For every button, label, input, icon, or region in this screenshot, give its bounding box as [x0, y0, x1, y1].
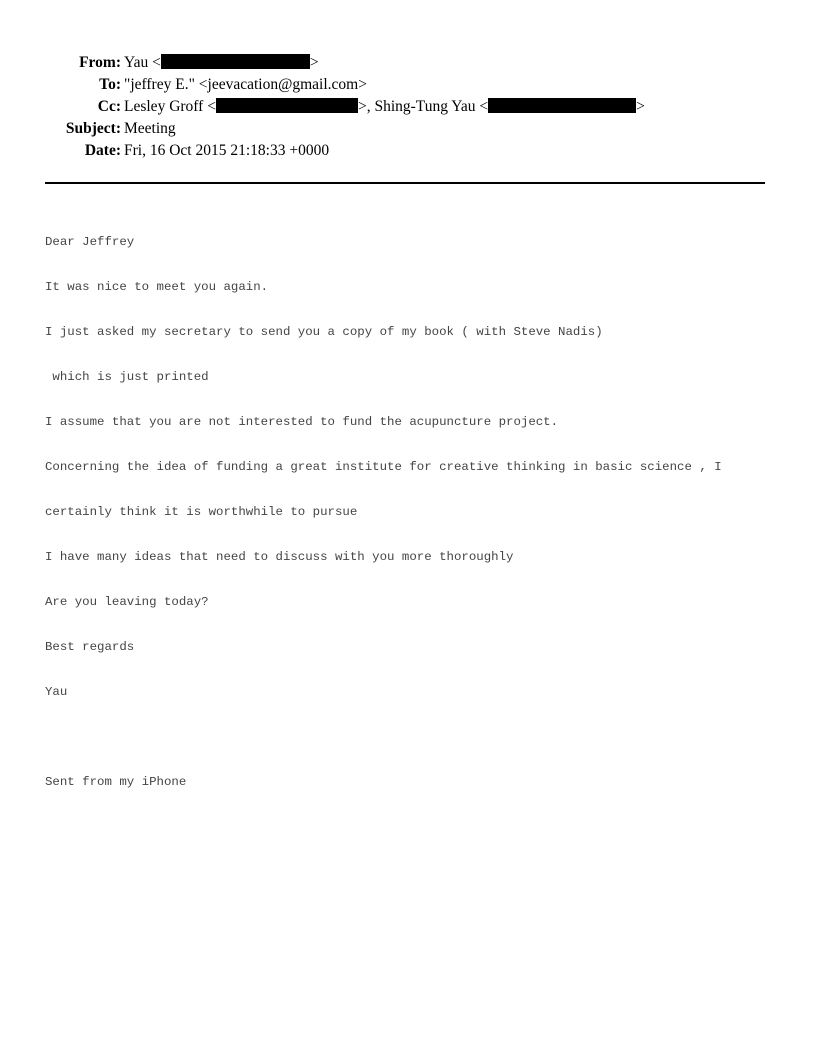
cc-label: Cc: [97, 98, 121, 115]
body-line: which is just printed [45, 370, 209, 384]
subject-label: Subject: [65, 120, 121, 137]
redacted-email [488, 98, 636, 113]
body-line: I have many ideas that need to discuss with you more thoroughly [45, 550, 514, 564]
subject-value: Meeting [124, 120, 176, 137]
body-line: Yau [45, 685, 68, 699]
cc-value [124, 96, 645, 118]
cc-separator: >, Shing-Tung Yau < [357, 98, 489, 115]
cc-name-1: Lesley Groff < [124, 98, 216, 115]
date-label: Date: [84, 142, 121, 159]
from-name: Yau < [124, 54, 161, 71]
body-line: Best regards [45, 640, 135, 654]
date-value: Fri, 16 Oct 2015 21:18:33 +0000 [124, 142, 330, 159]
redacted-email [216, 98, 358, 113]
cc-close: > [636, 98, 645, 115]
body-line: It was nice to meet you again. [45, 280, 269, 294]
body-line: Dear Jeffrey [45, 235, 135, 249]
body-line: Concerning the idea of funding a great institute for creative thinking in basic science , I [45, 460, 722, 474]
body-line: certainly think it is worthwhile to pursue [45, 505, 358, 519]
from-value [124, 52, 319, 74]
from-close: > [309, 54, 319, 71]
redacted-email [161, 54, 310, 69]
email-body [45, 205, 775, 805]
body-line: Are you leaving today? [45, 595, 209, 609]
body-line: I just asked my secretary to send you a copy of my book ( with Steve Nadis) [45, 325, 603, 339]
body-line: Sent from my iPhone [45, 775, 187, 789]
header-divider [45, 182, 765, 184]
body-line [45, 730, 775, 745]
body-line: I assume that you are not interested to fund the acupuncture project. [45, 415, 559, 429]
to-value: "jeffrey E." <jeevacation@gmail.com> [124, 76, 367, 93]
from-label: From: [79, 54, 121, 71]
to-label: To: [99, 76, 121, 93]
